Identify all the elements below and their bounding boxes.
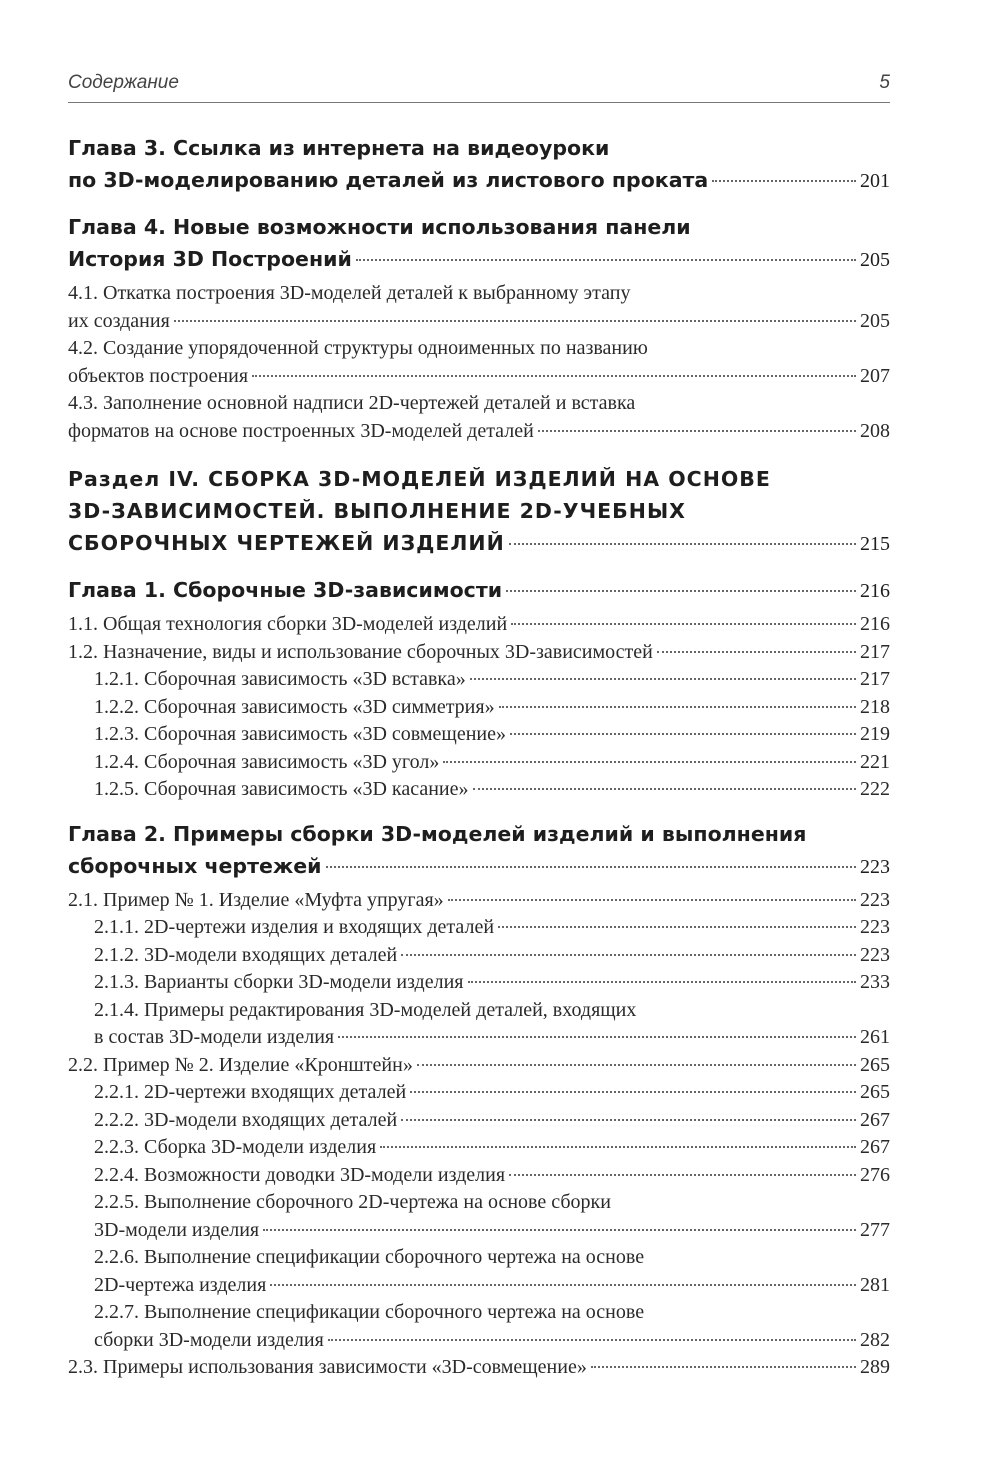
toc-entry-title: 1.2.5. Сборочная зависимость «3D касание» (94, 778, 469, 800)
toc-page-number: 216 (860, 613, 890, 635)
toc-item (94, 694, 890, 722)
toc-entry-last-line (94, 666, 890, 694)
dot-leader (498, 926, 856, 928)
toc-page-number: 265 (860, 1081, 890, 1103)
toc-entry-last-line (68, 1354, 890, 1382)
toc-page-number: 289 (860, 1356, 890, 1378)
dot-leader (468, 981, 857, 983)
toc-page-number: 215 (860, 533, 890, 555)
toc-entry-line: 4.3. Заполнение основной надписи 2D-чертежей деталей и вставка (68, 392, 636, 414)
toc-item (94, 1162, 890, 1190)
toc-entry-last-line (94, 1079, 890, 1107)
toc-entry-last-line (94, 1107, 890, 1135)
toc-item (68, 335, 890, 390)
dot-leader (591, 1366, 856, 1368)
dot-leader (356, 259, 856, 261)
toc-entry-title: 1.2. Назначение, виды и использование сборочных 3D-зависимостей (68, 640, 653, 663)
toc-item (68, 639, 890, 667)
dot-leader (326, 866, 856, 868)
toc-chapter (68, 574, 890, 607)
toc-entry-title: 2.2.1. 2D-чертежи входящих деталей (94, 1081, 407, 1103)
toc-entry-last-line (68, 639, 890, 667)
toc-entry-title: 2.2.2. 3D-модели входящих деталей (94, 1108, 398, 1131)
toc-entry-line: 4.2. Создание упорядоченной структуры одноименных по названию (68, 337, 648, 359)
toc-entry-last-line (94, 1327, 890, 1355)
dot-leader (509, 1174, 856, 1176)
toc-page-number: 277 (860, 1218, 890, 1241)
toc-page-number: 223 (860, 916, 890, 938)
toc-item (94, 666, 890, 694)
toc-entry-last-line (94, 969, 890, 997)
dot-leader (509, 543, 856, 545)
toc-page-number: 221 (860, 750, 890, 773)
page-number: 5 (879, 72, 890, 93)
toc-entry-title: История 3D Построений (68, 247, 352, 271)
toc-entry-title: 2.1. Пример № 1. Изделие «Муфта упругая» (68, 888, 444, 911)
toc-entry-last-line (68, 363, 890, 391)
toc-entry-last-line (94, 914, 890, 942)
toc-page-number: 223 (860, 855, 890, 878)
toc-entry-line: Глава 4. Новые возможности использования панели (68, 215, 691, 239)
toc-item (94, 1107, 890, 1135)
toc-item (68, 887, 890, 915)
dot-leader (499, 706, 856, 708)
dot-leader (263, 1229, 856, 1231)
dot-leader (338, 1036, 856, 1038)
dot-leader (401, 954, 856, 956)
dot-leader (506, 590, 856, 592)
toc-page-number: 223 (860, 943, 890, 966)
toc-item (94, 1299, 890, 1354)
toc-page-number: 205 (860, 249, 890, 271)
toc-entry-title: 2.3. Примеры использования зависимости «3D-совмещение» (68, 1356, 587, 1378)
dot-leader (328, 1339, 856, 1341)
toc-entry-last-line (94, 749, 890, 777)
toc-entry-last-line (94, 1272, 890, 1300)
toc-entry-title: объектов построения (68, 364, 249, 387)
toc-page-number: 218 (860, 695, 890, 718)
toc-page-number: 207 (860, 364, 890, 387)
toc-chapter (68, 818, 890, 883)
dot-leader (417, 1064, 856, 1066)
dot-leader (510, 733, 856, 735)
dot-leader (712, 180, 856, 182)
toc-entry-last-line (68, 611, 890, 639)
toc-entry-last-line (94, 1162, 890, 1190)
toc-entry-title: 3D-модели изделия (94, 1218, 260, 1241)
dot-leader (657, 651, 856, 653)
toc-entry-line: Глава 3. Ссылка из интернета на видеоуроки (68, 136, 610, 160)
dot-leader (473, 788, 857, 790)
toc-page-number: 267 (860, 1108, 890, 1131)
toc-item (94, 1134, 890, 1162)
toc-entry-title: 2.2.4. Возможности доводки 3D-модели изделия (94, 1163, 506, 1186)
dot-leader (401, 1119, 856, 1121)
toc-entry-last-line (68, 574, 890, 607)
toc-entry-title: 1.2.4. Сборочная зависимость «3D угол» (94, 750, 440, 773)
toc-page-number: 222 (860, 778, 890, 800)
dot-leader (252, 375, 856, 377)
toc-entry-title: 1.2.1. Сборочная зависимость «3D вставка» (94, 668, 466, 690)
toc-entry-title: 2.1.2. 3D-модели входящих деталей (94, 943, 398, 966)
toc-page-number: 216 (860, 580, 890, 602)
toc-page-number: 205 (860, 309, 890, 332)
table-of-contents (68, 132, 890, 1382)
dot-leader (511, 623, 856, 625)
toc-entry-title: 2.2.3. Сборка 3D-модели изделия (94, 1136, 377, 1158)
toc-item (94, 1244, 890, 1299)
toc-item (94, 1079, 890, 1107)
toc-item (94, 914, 890, 942)
toc-entry-last-line (94, 1217, 890, 1245)
toc-entry-last-line (94, 942, 890, 970)
toc-item (94, 721, 890, 749)
toc-page-number: 261 (860, 1026, 890, 1048)
dot-leader (448, 899, 856, 901)
toc-entry-last-line (94, 694, 890, 722)
toc-page-number: 265 (860, 1053, 890, 1076)
dot-leader (410, 1091, 856, 1093)
toc-entry-title: их создания (68, 309, 170, 332)
toc-page-number: 282 (860, 1328, 890, 1351)
toc-item (94, 776, 890, 804)
toc-item (94, 997, 890, 1052)
toc-item (94, 942, 890, 970)
toc-entry-line: 2.2.5. Выполнение сборочного 2D-чертежа на основе сборки (94, 1191, 611, 1213)
dot-leader (538, 430, 856, 432)
toc-entry-line: 2.2.6. Выполнение спецификации сборочного чертежа на основе (94, 1246, 645, 1268)
toc-page-number: 219 (860, 723, 890, 745)
toc-entry-title: в состав 3D-модели изделия (94, 1026, 335, 1048)
toc-entry-title: 2.2. Пример № 2. Изделие «Кронштейн» (68, 1053, 413, 1076)
toc-item (68, 1052, 890, 1080)
toc-entry-last-line (94, 1134, 890, 1162)
dot-leader (443, 761, 856, 763)
toc-item (68, 280, 890, 335)
toc-entry-line: 2.1.4. Примеры редактирования 3D-моделей деталей, входящих (94, 998, 637, 1021)
toc-page-number: 217 (860, 668, 890, 690)
running-head-title: Содержание (68, 72, 179, 93)
toc-page-number: 267 (860, 1136, 890, 1158)
dot-leader (270, 1284, 856, 1286)
toc-entry-title: 1.1. Общая технология сборки 3D-моделей изделий (68, 613, 508, 635)
toc-entry-title: Глава 1. Сборочные 3D-зависимости (68, 578, 503, 602)
toc-entry-title: 1.2.3. Сборочная зависимость «3D совмещение» (94, 723, 506, 745)
toc-entry-line: 4.1. Откатка построения 3D-моделей деталей к выбранному этапу (68, 282, 631, 304)
toc-page-number: 201 (860, 170, 890, 192)
toc-item (68, 390, 890, 445)
toc-entry-title: сборочных чертежей (68, 853, 322, 878)
toc-entry-title: 2.1.1. 2D-чертежи изделия и входящих деталей (94, 916, 495, 938)
toc-entry-title: СБОРОЧНЫХ ЧЕРТЕЖЕЙ ИЗДЕЛИЙ (68, 531, 505, 555)
toc-entry-line: 2.2.7. Выполнение спецификации сборочного чертежа на основе (94, 1301, 645, 1323)
toc-entry-line: Глава 2. Примеры сборки 3D-моделей изделий и выполнения (68, 821, 807, 846)
toc-item (68, 1354, 890, 1382)
toc-entry-last-line (68, 887, 890, 915)
toc-chapter (68, 211, 890, 276)
toc-entry-last-line (94, 1024, 890, 1052)
toc-page-number: 281 (860, 1273, 890, 1296)
toc-entry-last-line (68, 1052, 890, 1080)
toc-page-number: 217 (860, 640, 890, 663)
toc-section (68, 463, 890, 560)
toc-page-number: 223 (860, 888, 890, 911)
toc-entry-title: 2.1.3. Варианты сборки 3D-модели изделия (94, 971, 464, 993)
toc-entry-line: 3D-ЗАВИСИМОСТЕЙ. ВЫПОЛНЕНИЕ 2D-УЧЕБНЫХ (68, 499, 686, 523)
toc-entry-last-line (68, 850, 890, 883)
toc-entry-title: 1.2.2. Сборочная зависимость «3D симметрия» (94, 695, 495, 718)
toc-item (94, 749, 890, 777)
toc-entry-last-line (94, 776, 890, 804)
toc-chapter (68, 132, 890, 197)
toc-entry-last-line (68, 308, 890, 336)
dot-leader (470, 678, 856, 680)
toc-page-number: 276 (860, 1163, 890, 1186)
toc-entry-title: 2D-чертежа изделия (94, 1273, 267, 1296)
toc-page-number: 233 (860, 971, 890, 993)
toc-item (94, 969, 890, 997)
toc-entry-last-line (68, 527, 890, 560)
toc-entry-title: по 3D-моделированию деталей из листового проката (68, 168, 709, 192)
toc-entry-line: Раздел IV. СБОРКА 3D-МОДЕЛЕЙ ИЗДЕЛИЙ НА ОСНОВЕ (68, 467, 771, 491)
toc-entry-last-line (68, 418, 890, 446)
running-head (68, 70, 890, 103)
dot-leader (380, 1146, 856, 1148)
toc-entry-last-line (94, 721, 890, 749)
toc-entry-last-line (68, 164, 890, 197)
toc-entry-last-line (68, 243, 890, 276)
toc-entry-title: сборки 3D-модели изделия (94, 1328, 324, 1351)
toc-item (68, 611, 890, 639)
dot-leader (174, 320, 856, 322)
toc-page-number: 208 (860, 419, 890, 442)
toc-item (94, 1189, 890, 1244)
toc-entry-title: форматов на основе построенных 3D-моделей деталей (68, 419, 534, 442)
